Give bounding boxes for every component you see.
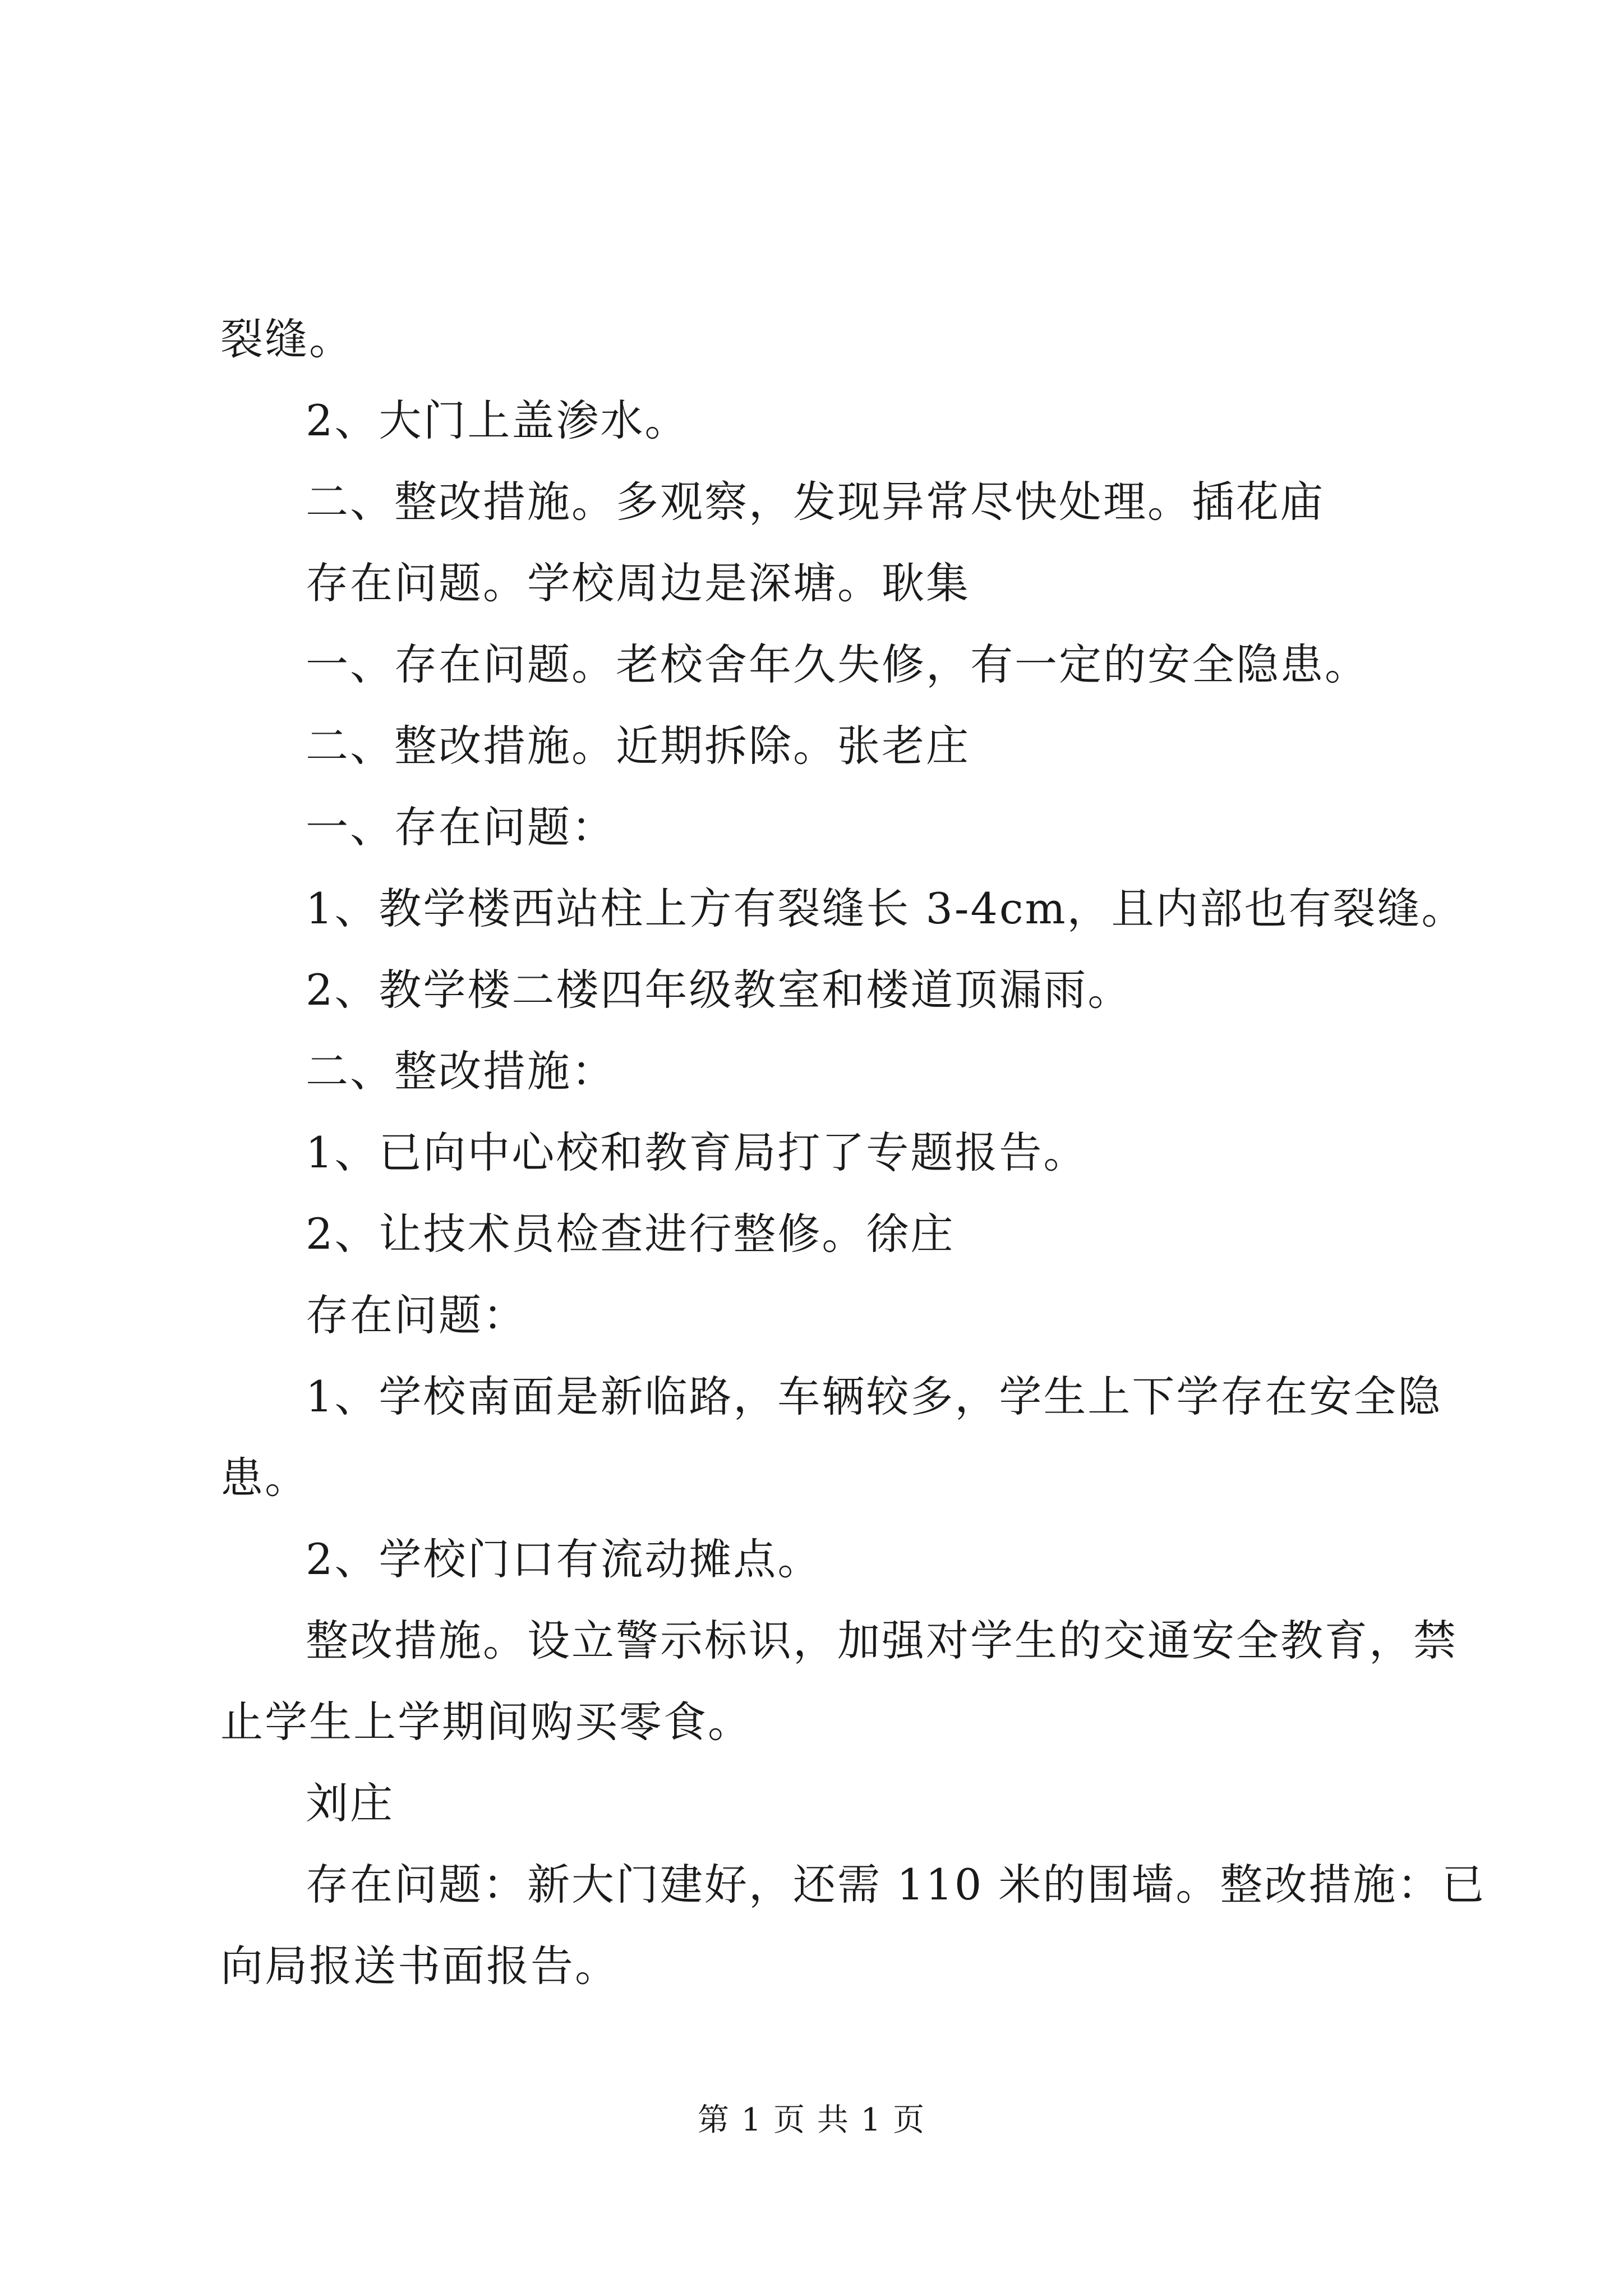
text-line: 向局报送书面报告。 (220, 1941, 619, 1991)
text-line: 1、教学楼西站柱上方有裂缝长 3-4cm，且内部也有裂缝。 (306, 884, 1466, 933)
text-line: 存在问题。学校周边是深塘。耿集 (306, 558, 970, 608)
text-line: 1、学校南面是新临路，车辆较多，学生上下学存在安全隐 (306, 1372, 1442, 1421)
text-line: 整改措施。设立警示标识，加强对学生的交通安全教育，禁 (306, 1616, 1458, 1665)
text-line: 二、整改措施。近期拆除。张老庄 (306, 721, 970, 771)
text-line: 一、存在问题： (306, 802, 616, 852)
text-line: 2、大门上盖渗水。 (306, 395, 689, 445)
text-line: 刘庄 (306, 1778, 394, 1828)
text-line: 2、学校门口有流动摊点。 (306, 1534, 822, 1584)
text-line: 二、整改措施。多观察，发现异常尽快处理。插花庙 (306, 477, 1325, 527)
text-line: 2、教学楼二楼四年级教室和楼道顶漏雨。 (306, 965, 1132, 1015)
text-line: 裂缝。 (220, 314, 353, 364)
text-line: 存在问题： (306, 1290, 527, 1340)
text-line: 止学生上学期间购买零食。 (220, 1697, 752, 1747)
text-line: 患。 (220, 1453, 309, 1503)
text-line: 2、让技术员检查进行整修。徐庄 (306, 1209, 955, 1259)
text-line: 1、已向中心校和教育局打了专题报告。 (306, 1128, 1088, 1177)
text-line: 一、存在问题。老校舍年久失修，有一定的安全隐患。 (306, 639, 1369, 689)
text-line: 存在问题：新大门建好，还需 110 米的围墙。整改措施：已 (306, 1860, 1486, 1910)
document-body (220, 298, 1486, 2007)
page-footer: 第 1 页 共 1 页 (697, 2102, 926, 2138)
text-line: 二、整改措施： (306, 1046, 616, 1096)
